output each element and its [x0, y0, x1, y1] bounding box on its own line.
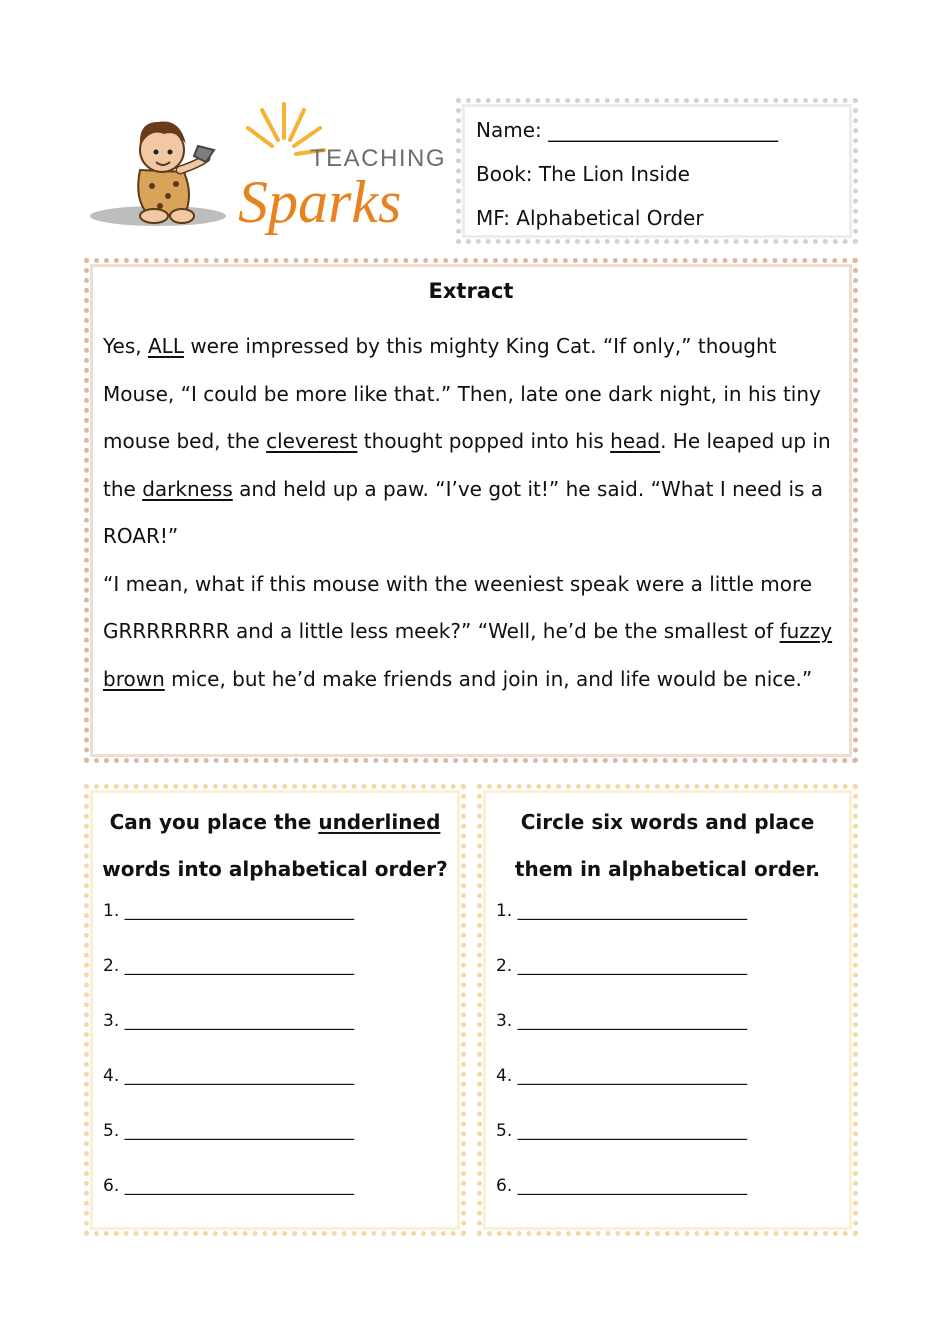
- answer-line-1[interactable]: 1. ___________________________: [103, 901, 355, 921]
- answer-line-1[interactable]: 1. ___________________________: [496, 901, 748, 921]
- answer-line-3[interactable]: 3. ___________________________: [496, 1011, 748, 1031]
- answer-line-3[interactable]: 3. ___________________________: [103, 1011, 355, 1031]
- extract-box: [84, 258, 858, 763]
- book-label: Book: The Lion Inside: [476, 162, 690, 186]
- text-span: words into alphabetical order?: [102, 857, 448, 881]
- answer-line-2[interactable]: 2. ___________________________: [103, 956, 355, 976]
- extract-paragraph-2: [103, 561, 848, 704]
- answer-line-5[interactable]: 5. ___________________________: [496, 1121, 748, 1141]
- text-span: “I mean, what if this mouse with the weeniest speak were a little more GRRRRRRRR and a little less meek?” “Well, he’d be the smallest of: [103, 571, 813, 643]
- answer-line-6[interactable]: 6. ___________________________: [103, 1176, 355, 1196]
- text-span: Yes,: [103, 334, 148, 358]
- underlined-word-head: head: [610, 429, 661, 453]
- extract-text: [103, 323, 848, 703]
- text-span: mice, but he’d make friends and join in, and life would be nice.”: [164, 666, 813, 691]
- answer-line-5[interactable]: 5. ___________________________: [103, 1121, 355, 1141]
- answer-line-4[interactable]: 4. ___________________________: [103, 1066, 355, 1086]
- underlined-word-fuzzy: fuzzy: [779, 619, 833, 643]
- question-left-title: [97, 799, 453, 893]
- underlined-word-cleverest: cleverest: [266, 429, 358, 453]
- extract-paragraph-1: [103, 323, 848, 561]
- text-span: and held up a paw. “I’ve got it!” he said. “What I need is a ROAR!”: [103, 476, 824, 548]
- teaching-sparks-logo: [88, 100, 448, 240]
- logo-word-top: TEACHING: [310, 145, 447, 172]
- text-span: Can you place the: [109, 810, 319, 834]
- underlined-word-darkness: darkness: [142, 476, 233, 501]
- answer-line-2[interactable]: 2. ___________________________: [496, 956, 748, 976]
- underlined-word-brown: brown: [103, 666, 165, 691]
- extract-title: Extract: [428, 279, 514, 303]
- caveman-mascot-icon: [88, 100, 448, 240]
- text-span: . He leaped up in the: [103, 429, 831, 501]
- circle-words-question-box: [477, 784, 858, 1236]
- mf-label: MF: Alphabetical Order: [476, 206, 704, 230]
- text-span: were impressed by this mighty King Cat. “If only,” thought Mouse, “I could be more like that.” Then, late one dark night, in his tiny mouse bed, the: [103, 334, 821, 453]
- question-right-title: Circle six words and place them in alphabetical order.: [514, 810, 821, 881]
- text-span: thought popped into his: [357, 429, 611, 453]
- underlined-word-all: ALL: [148, 334, 184, 358]
- answer-line-6[interactable]: 6. ___________________________: [496, 1176, 748, 1196]
- answer-line-4[interactable]: 4. ___________________________: [496, 1066, 748, 1086]
- logo-word-bottom: Sparks: [238, 169, 402, 235]
- student-info-box: [456, 98, 858, 244]
- underlined-keyword: underlined: [318, 810, 441, 834]
- name-field[interactable]: Name: _______________________: [476, 118, 779, 142]
- underlined-words-question-box: [84, 784, 466, 1236]
